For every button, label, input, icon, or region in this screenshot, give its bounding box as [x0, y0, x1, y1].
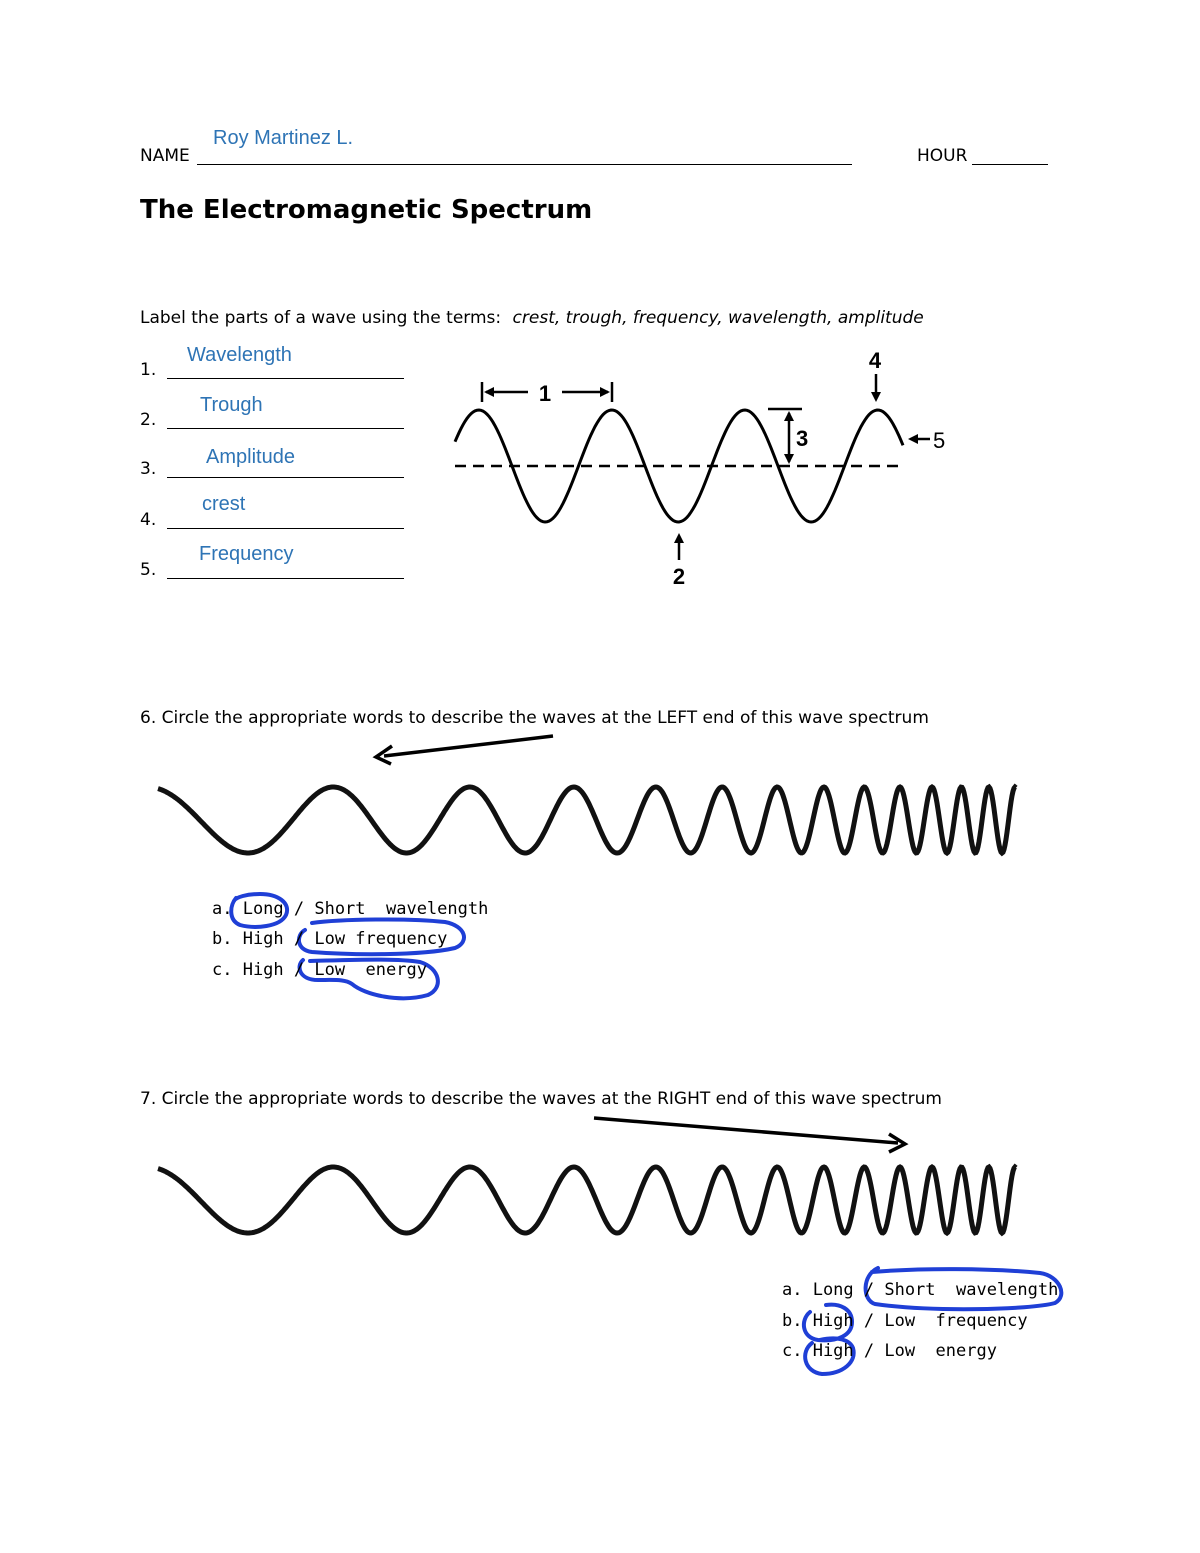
q7-choice-c: c. High / Low energy — [782, 1341, 997, 1361]
name-line — [197, 164, 852, 165]
arrowhead-icon — [908, 434, 918, 444]
marker-1: 1 — [538, 381, 552, 406]
arrowhead-icon — [484, 387, 494, 397]
label-number-4: 4. — [140, 510, 157, 530]
arrowhead-icon — [600, 387, 610, 397]
name-label: NAME — [140, 146, 190, 166]
arrowhead-icon — [889, 1134, 905, 1152]
right-arrow-q7 — [594, 1118, 898, 1143]
label-answer-4: crest — [202, 493, 246, 515]
label-number-1: 1. — [140, 360, 157, 380]
spectrum-wave-q7 — [158, 1167, 1016, 1233]
arrowhead-icon — [784, 454, 794, 464]
label-number-3: 3. — [140, 459, 157, 479]
marker-4: 4 — [868, 348, 882, 373]
answer-line-2 — [167, 428, 404, 429]
label-number-2: 2. — [140, 410, 157, 430]
instructions-terms: crest, trough, frequency, wavelength, amplitude — [512, 308, 924, 328]
spectrum-wave-q6 — [158, 787, 1016, 853]
arrowhead-icon — [784, 411, 794, 421]
q6-choice-a: a. Long / Short wavelength — [212, 899, 489, 919]
labeled-wave-curve — [455, 410, 903, 522]
hour-label: HOUR — [917, 146, 968, 166]
instructions — [140, 308, 924, 328]
hour-line — [972, 164, 1048, 165]
label-answer-1: Wavelength — [187, 344, 292, 366]
arrowhead-icon — [674, 533, 684, 543]
wave-parts-diagram — [455, 348, 945, 589]
page-title: The Electromagnetic Spectrum — [140, 195, 593, 225]
label-answer-5: Frequency — [199, 543, 294, 565]
instructions-lead: Label the parts of a wave using the terms: — [140, 308, 502, 328]
label-answer-2: Trough — [200, 394, 263, 416]
student-name: Roy Martinez L. — [213, 127, 354, 149]
question-7-prompt: 7. Circle the appropriate words to describe the waves at the RIGHT end of this wave spectrum — [140, 1089, 942, 1109]
label-number-5: 5. — [140, 560, 157, 580]
q6-choice-c: c. High / Low energy — [212, 960, 427, 980]
q6-choice-b: b. High / Low frequency — [212, 929, 448, 949]
label-answer-3: Amplitude — [206, 446, 295, 468]
answer-line-3 — [167, 477, 404, 478]
answer-line-1 — [167, 378, 404, 379]
q7-choice-b: b. High / Low frequency — [782, 1311, 1028, 1331]
answer-line-5 — [167, 578, 404, 579]
marker-2: 2 — [672, 564, 686, 589]
arrowhead-icon — [376, 746, 392, 764]
arrowhead-icon — [871, 392, 881, 402]
marker-3: 3 — [796, 426, 809, 451]
marker-5: 5 — [933, 428, 946, 453]
answer-line-4 — [167, 528, 404, 529]
left-arrow-q6 — [384, 736, 553, 756]
question-6-prompt: 6. Circle the appropriate words to describe the waves at the LEFT end of this wave spectrum — [140, 708, 929, 728]
q7-choice-a: a. Long / Short wavelength — [782, 1280, 1059, 1300]
